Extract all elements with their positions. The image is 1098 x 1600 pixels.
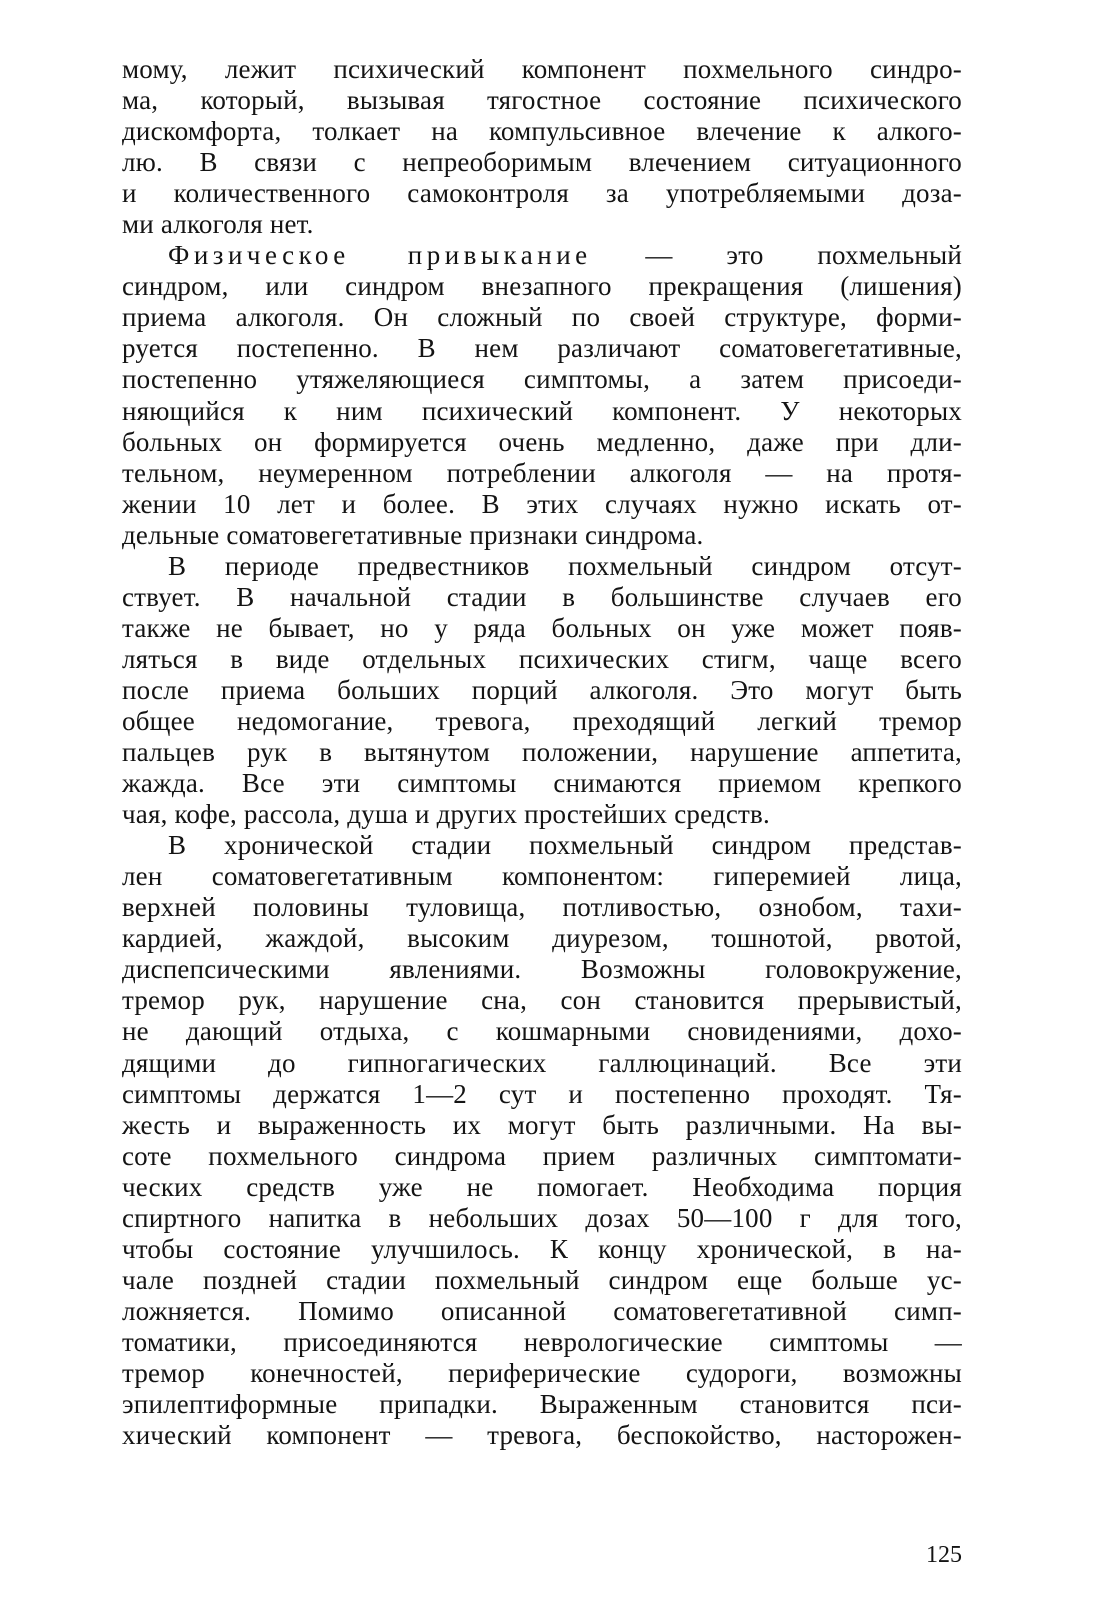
- text-line: эпилептиформные припадки. Выраженным становится пси-: [122, 1389, 962, 1420]
- text-line: жажда. Все эти симптомы снимаются приемом крепкого: [122, 768, 962, 799]
- text-line: дящими до гипногагических галлюцинаций. Все эти: [122, 1047, 962, 1078]
- text-line: ческих средств уже не помогает. Необходима порция: [122, 1171, 962, 1202]
- text-line: верхней половины туловища, потливостью, ознобом, тахи-: [122, 892, 962, 923]
- text-line: ми алкоголя нет.: [122, 209, 314, 240]
- text-line: чале поздней стадии похмельный синдром еще больше ус-: [122, 1264, 962, 1295]
- text-line: В периоде предвестников похмельный синдром отсут-: [168, 550, 962, 581]
- text-line: симптомы держатся 1—2 сут и постепенно проходят. Тя-: [122, 1078, 962, 1109]
- text-line: приема алкоголя. Он сложный по своей структуре, форми-: [122, 302, 962, 333]
- text-line: лю. В связи с непреоборимым влечением ситуационного: [122, 147, 962, 178]
- text-line: руется постепенно. В нем различают соматовегетативные,: [122, 333, 962, 364]
- text-line: диспепсическими явлениями. Возможны головокружение,: [122, 954, 962, 985]
- text-line: В хронической стадии похмельный синдром представ-: [168, 830, 962, 861]
- text-line: спиртного напитка в небольших дозах 50—100 г для того,: [122, 1202, 962, 1233]
- text-line: после приема больших порций алкоголя. Это могут быть: [122, 674, 962, 705]
- text-line: постепенно утяжеляющиеся симптомы, а затем присоеди-: [122, 364, 962, 395]
- text-line: ствует. В начальной стадии в большинстве случаев его: [122, 581, 962, 612]
- text-line: лен соматовегетативным компонентом: гиперемией лица,: [122, 861, 962, 892]
- text-line: синдром, или синдром внезапного прекращения (лишения): [122, 271, 962, 302]
- text-line: хический компонент — тревога, беспокойство, насторожен-: [122, 1420, 962, 1451]
- text-line: тремор конечностей, периферические судороги, возможны: [122, 1357, 962, 1388]
- text-line: и количественного самоконтроля за употребляемыми доза-: [122, 178, 962, 209]
- page-number: 125: [926, 1542, 962, 1568]
- text-line: кардией, жаждой, высоким диурезом, тошнотой, рвотой,: [122, 923, 962, 954]
- term-line: [122, 240, 962, 271]
- text-line: общее недомогание, тревога, преходящий легкий тремор: [122, 705, 962, 736]
- spaced-term: Физическое привыкание: [168, 240, 592, 271]
- text-line: томатики, присоединяются неврологические симптомы —: [122, 1326, 962, 1357]
- text-line: ложняется. Помимо описанной соматовегетативной симп-: [122, 1295, 962, 1326]
- text-line: тельном, неумеренном потреблении алкоголя — на протя-: [122, 457, 962, 488]
- text-line: чая, кофе, рассола, душа и других простейших средств.: [122, 799, 770, 830]
- text-line: ма, который, вызывая тягостное состояние психического: [122, 85, 962, 116]
- text-line: дискомфорта, толкает на компульсивное влечение к алкого-: [122, 116, 962, 147]
- term-line-rest: — это похмельный: [645, 240, 962, 271]
- text-line: также не бывает, но у ряда больных он уже может появ-: [122, 612, 962, 643]
- text-line: соте похмельного синдрома прием различных симптомати-: [122, 1140, 962, 1171]
- text-line: ляться в виде отдельных психических стигм, чаще всего: [122, 643, 962, 674]
- text-line: больных он формируется очень медленно, даже при дли-: [122, 426, 962, 457]
- text-line: дельные соматовегетативные признаки синдрома.: [122, 519, 704, 550]
- text-line: чтобы состояние улучшилось. К концу хронической, в на-: [122, 1233, 962, 1264]
- text-line: жесть и выраженность их могут быть различными. На вы-: [122, 1109, 962, 1140]
- text-line: жении 10 лет и более. В этих случаях нужно искать от-: [122, 488, 962, 519]
- text-line: не дающий отдыха, с кошмарными сновидениями, дохо-: [122, 1016, 962, 1047]
- text-line: няющийся к ним психический компонент. У некоторых: [122, 395, 962, 426]
- text-line: пальцев рук в вытянутом положении, нарушение аппетита,: [122, 737, 962, 768]
- text-line: мому, лежит психический компонент похмельного синдро-: [122, 54, 962, 84]
- body-text: [122, 54, 962, 1451]
- text-line: тремор рук, нарушение сна, сон становится прерывистый,: [122, 985, 962, 1016]
